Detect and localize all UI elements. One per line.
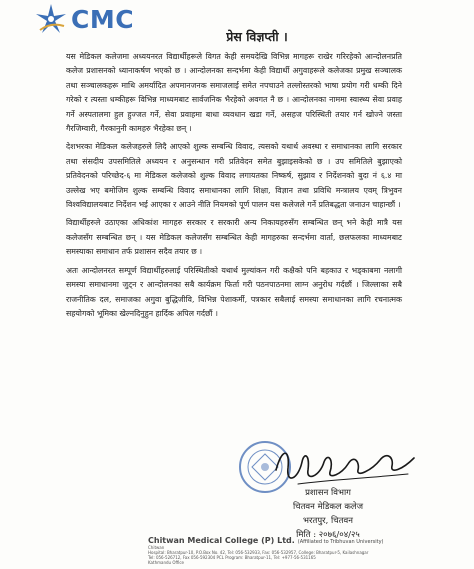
letterhead-footer (148, 536, 468, 565)
paragraph-2: देशभरका मेडिकल कलेजहरुले लिदै आएको शुल्क सम्बन्धि विवाद, त्यसको यथार्थ अवस्था र समाधानका लागि सरकार तथा संसदीय उपसमितिले अध्ययन र अनुसन्धान गरी प्रतिवेदन समेत बुझाइसकेको छ । उप समितिले बुझाएको प्रतिवेदनको परिच्छेद-६ मा मेडिकल कलेजको शुल्क विवाद लगायतका निष्कर्ष, सुझाव र निर्देशनको बुदा नं ६.४ मा उल्लेख भए बमोजिम शुल्क सम्बन्धि विवाद समाधानका लागि शिक्षा, विज्ञान तथा प्रविधि मन्त्रालय एवम् त्रिभुवन विश्वविद्यालयबाट निर्देशन भई आएका र आउने नीति नियमको पूर्ण पालन यस कलेजले गर्ने प्रतिबद्धता जनाउन चाहान्छौं । (66, 142, 402, 210)
footer-line-4: Kathmandu Office (148, 560, 185, 565)
college-name: चितवन मेडिकल कलेज (292, 502, 363, 512)
department-label: प्रशासन विभाग (305, 488, 351, 498)
footer-line-2: Hospital: Bharatpur-10, P.O.Box No. 42, Tel: 056-532933, Fax: 056-532957, College: Bharatpur-5, Kailashnagar (148, 550, 369, 555)
document-body (66, 50, 402, 325)
paragraph-1: यस मेडिकल कलेजमा अध्ययनरत विद्यार्थीहरूले विगत केही समयदेखि विभिन्न मागहरू राखेर गरिरहेको आन्दोलनप्रति कलेज प्रशासनको ध्यानाकर्षण भएको छ । आन्दोलनका सन्दर्भमा केही विद्यार्थी अगुवाहरूले कलेजका प्रमुख सञ्चालक तथा सञ्चालकहरू माथि अमर्यादित अपमानजनक समाजलाई समेत नपचाउने तल्लोस्तरको भाषा प्रयोग गरी धम्की दिने गरेको र त्यस्ता धम्कीहरू विभिन्न माध्यमबाट सार्वजनिक भैरहेको अवगत नै छ । आन्दोलनका नाममा स्वास्थ्य सेवा प्रवाह गर्ने अस्पतालमा हुल हुज्जत गर्ने, सेवा प्रवाहमा बाधा व्यवधान खडा गर्ने, असहज परिस्थिती तयार गर्न खोज्ने जस्ता गैरजिम्वारी, गैरकानुनी कामहरु भैरहेका छन् । (66, 52, 402, 134)
footer-line-1: Chitwan (148, 545, 165, 550)
footer-line-3: Tel: 056-526712, Fax 056-592304 PCL Program: Bharatpur-11, Tel: +977-56-531165 (148, 555, 316, 560)
handwritten-signature (268, 440, 418, 490)
paragraph-3: विद्यार्थीहरुले उठाएका अधिकांश मागहरु सरकार र सरकारी अन्य निकायहरुसँग सम्बन्धित छन् भने केही मात्रै यस कलेजसँग सम्बन्धित छन् । यस मेडिकल कलेजसँग सम्बन्धित केही मागहरुका सन्दर्भमा वार्ता, छलफलका माध्यमबाट समस्याका समाधान तर्फ प्रशासन सदैव तयार छ । (66, 218, 402, 257)
signatory-details (278, 486, 378, 542)
document-title: प्रेस विज्ञप्ती । (226, 29, 288, 44)
paragraph-4: अतः आन्दोलनरत सम्पूर्ण विद्यार्थीहरुलाई परिस्थितीको यथार्थ मुल्यांकन गरी कक्षैको पनि बहकाउ र भड्काबमा नलागी समस्या समाधानमा जुट्न र आन्दोलनका सबै कार्यक्रम फिर्ता गरी पठनपाठनमा लाग्न अनुरोध गर्दछौं । जिल्लाका सबै राजनीतिक दल, समाजका अगुवा बुद्धिजीवि, विभिन्न पेशाकर्मी, पत्रकार सबैलाई समस्या समाधानका लागि रचनात्मक सहयोगको भूमिका खेल्नदिनुहुन हार्दिक अपिल गर्दछौं । (66, 265, 402, 318)
logo-text: CMC (71, 4, 135, 34)
footer-company (148, 536, 468, 545)
footer-company-name: Chitwan Medical College (P) Ltd. (148, 536, 295, 545)
college-location: भरतपुर, चितवन (303, 516, 353, 526)
issue-date: मिति : २०७६/०४/२५ (296, 530, 360, 540)
footer-affiliation: (Affiliated to Tribhuvan University) (297, 539, 384, 545)
